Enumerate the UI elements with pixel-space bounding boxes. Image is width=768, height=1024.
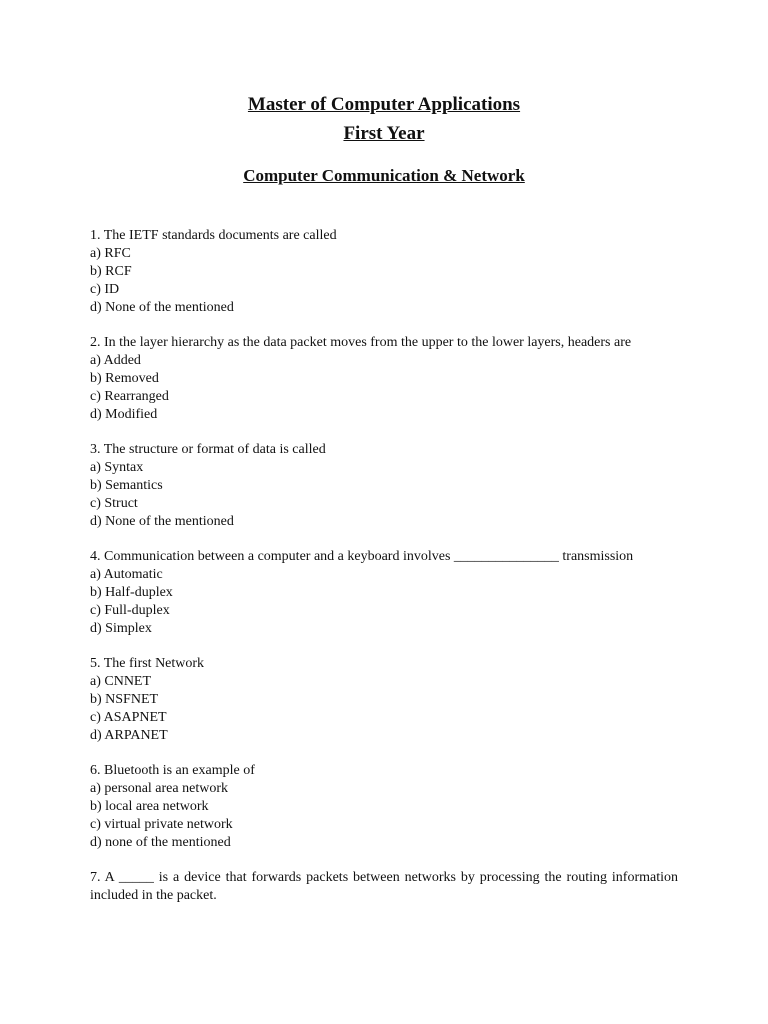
option-a: a) Syntax [90, 460, 144, 475]
document-title: Master of Computer Applications [247, 94, 521, 115]
question-text: 7. A _____ is a device that forwards packets between networks by processing the routing information included in the packet. [90, 870, 678, 903]
option-c: c) Struct [90, 496, 138, 511]
option-b: b) Removed [90, 371, 159, 386]
question-text: 5. The first Network [90, 656, 205, 671]
option-d: d) Simplex [90, 621, 152, 636]
option-d: d) ARPANET [90, 728, 168, 743]
option-d: d) None of the mentioned [90, 514, 234, 529]
question-text: 2. In the layer hierarchy as the data packet moves from the upper to the lower layers, headers are [90, 335, 632, 350]
option-b: b) local area network [90, 799, 209, 814]
option-c: c) virtual private network [90, 817, 233, 832]
document-subject: Computer Communication & Network [243, 166, 525, 185]
option-d: d) None of the mentioned [90, 300, 234, 315]
option-b: b) Semantics [90, 478, 163, 493]
question-text: 3. The structure or format of data is called [90, 442, 326, 457]
option-c: c) ASAPNET [90, 710, 167, 725]
option-d: d) none of the mentioned [90, 835, 231, 850]
option-c: c) ID [90, 282, 120, 297]
question-3 [90, 441, 678, 531]
question-text: 6. Bluetooth is an example of [90, 763, 255, 778]
question-7 [90, 869, 678, 905]
option-a: a) CNNET [90, 674, 152, 689]
question-list [90, 227, 678, 905]
question-text: 1. The IETF standards documents are called [90, 228, 337, 243]
option-a: a) personal area network [90, 781, 228, 796]
option-c: c) Full-duplex [90, 603, 170, 618]
document-year: First Year [343, 123, 425, 144]
option-c: c) Rearranged [90, 389, 169, 404]
option-a: a) Automatic [90, 567, 163, 582]
question-5 [90, 655, 678, 745]
option-b: b) RCF [90, 264, 132, 279]
question-4 [90, 548, 678, 638]
question-2 [90, 334, 678, 424]
option-a: a) RFC [90, 246, 131, 261]
option-d: d) Modified [90, 407, 158, 422]
option-b: b) NSFNET [90, 692, 159, 707]
question-text: 4. Communication between a computer and a keyboard involves _______________ transmission [90, 549, 634, 564]
option-b: b) Half-duplex [90, 585, 173, 600]
option-a: a) Added [90, 353, 141, 368]
question-6 [90, 762, 678, 852]
question-1 [90, 227, 678, 317]
